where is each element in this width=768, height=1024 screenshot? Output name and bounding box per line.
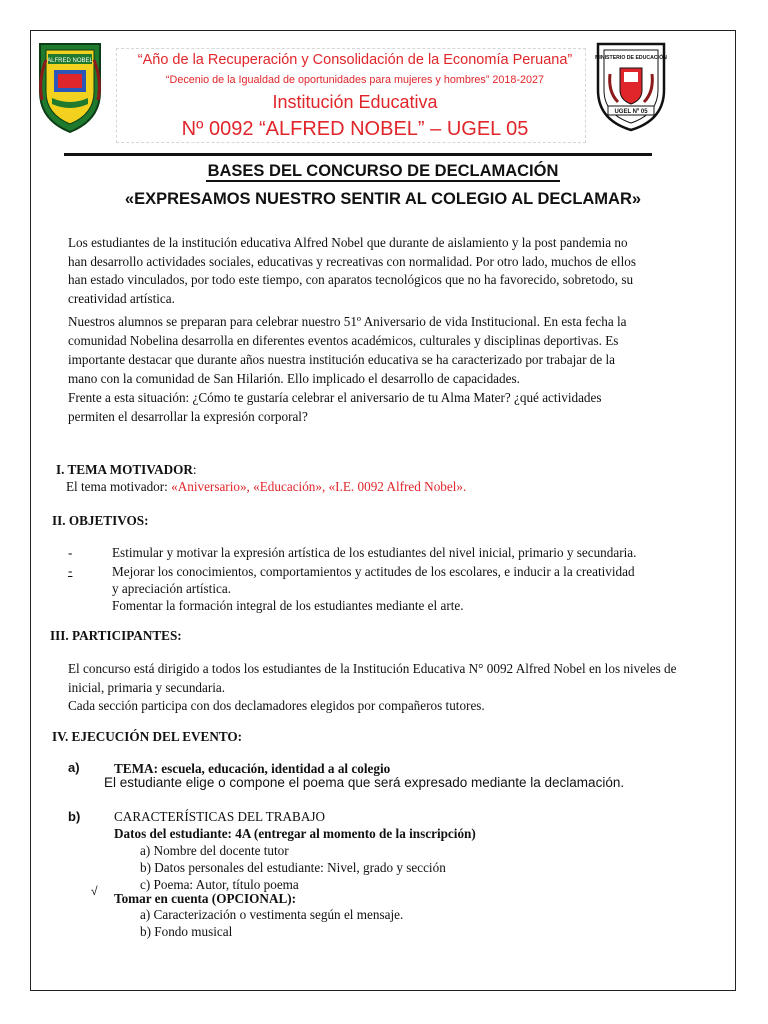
intro-p2-line: Nuestros alumnos se preparan para celebrar nuestro 51º Aniversario de vida Institucional. En esta fecha la [68,314,627,329]
section-1-colon: : [192,462,197,477]
intro-paragraph-2 [68,312,736,426]
left-seal-text: ALFRED NOBEL [47,58,93,64]
participants-line: El concurso está dirigido a todos los estudiantes de la Institución Educativa N° 0092 Alfred Nobel en los niveles de [68,661,677,676]
intro-p2-line: mano con la comunidad de San Hilarión. Ello implicado el desarrollo de capacidades. [68,371,520,386]
section-1-text [66,478,466,497]
item-a-text: El estudiante elige o compone el poema que será expresado mediante la declamación. [104,775,625,790]
intro-p1-line: han desarrollo actividades sociales, educativas y recreativas con normalidad. Por otro lado, muchos de ellos [68,253,636,269]
intro-p1-line: creatividad artística. [68,290,175,306]
item-a-title: TEMA: escuela, educación, identidad a al colegio [114,761,391,776]
item-a-label: a) [68,760,80,775]
intro-p2-line: permiten el desarrollar la expresión corporal? [68,409,308,424]
section-1-title: I. TEMA MOTIVADOR [56,462,193,477]
intro-p1-line: han estado vinculados, por todo este tiempo, con aparatos tecnológicos que no ha favorecido, sobretodo, su [68,272,634,287]
header-motto-2: “Decenio de la Igualdad de oportunidades para mujeres y hombres” 2018-2027 [165,74,545,86]
student-data-item: c) Poema: Autor, título poema [140,877,299,892]
bullet-dash: - [68,563,73,578]
item-b-subtitle: Datos del estudiante: 4A (entregar al momento de la inscripción) [114,826,476,841]
objective-item: Estimular y motivar la expresión artística de los estudiantes del nivel inicial, primario y secundaria. [112,545,637,560]
optional-list [140,906,403,940]
institution-name: Nº 0092 “ALFRED NOBEL” – UGEL 05 [181,118,529,140]
objectives-list [112,544,732,614]
optional-item: a) Caracterización o vestimenta según el mensaje. [140,907,404,922]
section-4-heading: IV. EJECUCIÓN DEL EVENTO: [52,729,243,744]
institution-label: Institución Educativa [272,92,438,112]
objective-item: Fomentar la formación integral de los estudiantes mediante el arte. [112,598,464,613]
section-1-heading [56,461,197,480]
doc-title-1: BASES DEL CONCURSO DE DECLAMACIÓN [207,162,559,180]
participants-text [68,660,740,716]
intro-p1-line: Los estudiantes de la institución educativa Alfred Nobel que durante de aislamiento y la post pandemia no [68,235,628,250]
intro-p2-line: comunidad Nobelina desarrolla en diferentes eventos académicos, culturales y disciplinas deportivas. Es [68,333,619,348]
section-2-heading: II. OBJETIVOS: [52,513,149,528]
optional-title: Tomar en cuenta (OPCIONAL): [114,891,297,906]
objective-item: Mejorar los conocimientos, comportamientos y actitudes de los escolares, e inducir a la creatividad [112,564,635,579]
participants-line: Cada sección participa con dos declamadores elegidos por compañeros tutores. [68,698,485,713]
section-3-heading: III. PARTICIPANTES: [50,628,182,643]
optional-item: b) Fondo musical [140,924,233,939]
check-mark-icon: √ [91,884,98,898]
item-b-block [114,808,476,842]
ministry-seal-logo [594,40,668,132]
right-seal-bottom-text: UGEL Nº 05 [614,109,648,115]
item-b-title: CARACTERÍSTICAS DEL TRABAJO [114,809,326,824]
item-b-label: b) [68,809,81,824]
intro-p2-line: importante destacar que durante años nuestra institución educativa se ha caracterizado por trabajar de la [68,352,616,367]
student-data-item: b) Datos personales del estudiante: Nivel, grado y sección [140,860,446,875]
theme-values: «Aniversario», «Educación», «I.E. 0092 Alfred Nobel». [171,479,467,494]
right-seal-top-text: MINISTERIO DE EDUCACIÓN [595,55,667,61]
intro-paragraph-1 [68,234,736,308]
theme-prefix: El tema motivador: [66,479,172,494]
bullet-dash: - [68,545,73,560]
objective-item: y apreciación artística. [112,581,231,596]
student-data-item: a) Nombre del docente tutor [140,843,289,858]
student-data-list [140,842,446,893]
header-divider [64,153,652,156]
doc-title-2: «EXPRESAMOS NUESTRO SENTIR AL COLEGIO AL DECLAMAR» [124,190,642,208]
school-crest-logo [34,40,106,134]
intro-p2-line: Frente a esta situación: ¿Cómo te gustaría celebrar el aniversario de tu Alma Mater? ¿qué actividades [68,390,602,405]
header-motto-1: “Año de la Recuperación y Consolidación de la Economía Peruana” [137,52,573,68]
participants-line: inicial, primaria y secundaria. [68,679,226,695]
